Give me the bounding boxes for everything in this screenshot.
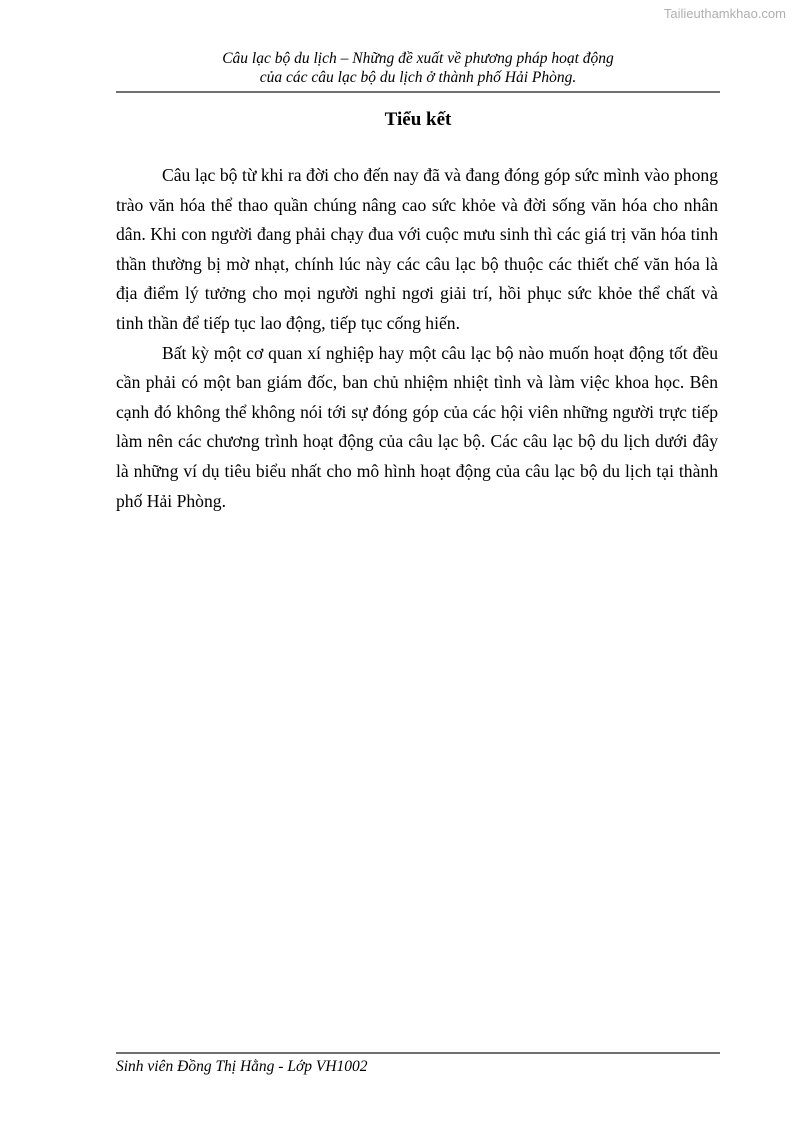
header-divider [116,91,720,93]
body-text [116,161,718,516]
paragraph-1: Câu lạc bộ từ khi ra đời cho đến nay đã và đang đóng góp sức mình vào phong trào văn hóa thể thao quần chúng nâng cao sức khỏe và đời sống văn hóa cho nhân dân. Khi con người đang phải chạy đua với cuộc mưu sinh thì các giá trị văn hóa tinh thần thường bị mờ nhạt, chính lúc này các câu lạc bộ thuộc các thiết chế văn hóa là địa điểm lý tưởng cho mọi người nghỉ ngơi giải trí, hồi phục sức khỏe thể chất và tinh thần để tiếp tục lao động, tiếp tục cống hiến. [116,165,718,333]
running-header [116,49,720,87]
header-line-1: Câu lạc bộ du lịch – Những đề xuất về phương pháp hoạt động [222,50,614,67]
footer-divider [116,1052,720,1054]
header-line-2: của các câu lạc bộ du lịch ở thành phố Hải Phòng. [259,69,577,86]
running-footer: Sinh viên Đồng Thị Hằng - Lớp VH1002 [116,1058,368,1075]
paragraph-2: Bất kỳ một cơ quan xí nghiệp hay một câu lạc bộ nào muốn hoạt động tốt đều cần phải có một ban giám đốc, ban chủ nhiệm nhiệt tình và làm việc khoa học. Bên cạnh đó không thể không nói tới sự đóng góp của các hội viên những người trực tiếp làm nên các chương trình hoạt động của câu lạc bộ. Các câu lạc bộ du lịch dưới đây là những ví dụ tiêu biểu nhất cho mô hình hoạt động của câu lạc bộ du lịch tại thành phố Hải Phòng. [116,342,718,511]
section-title: Tiểu kết [384,109,452,130]
watermark: Tailieuthamkhao.com [663,6,786,21]
